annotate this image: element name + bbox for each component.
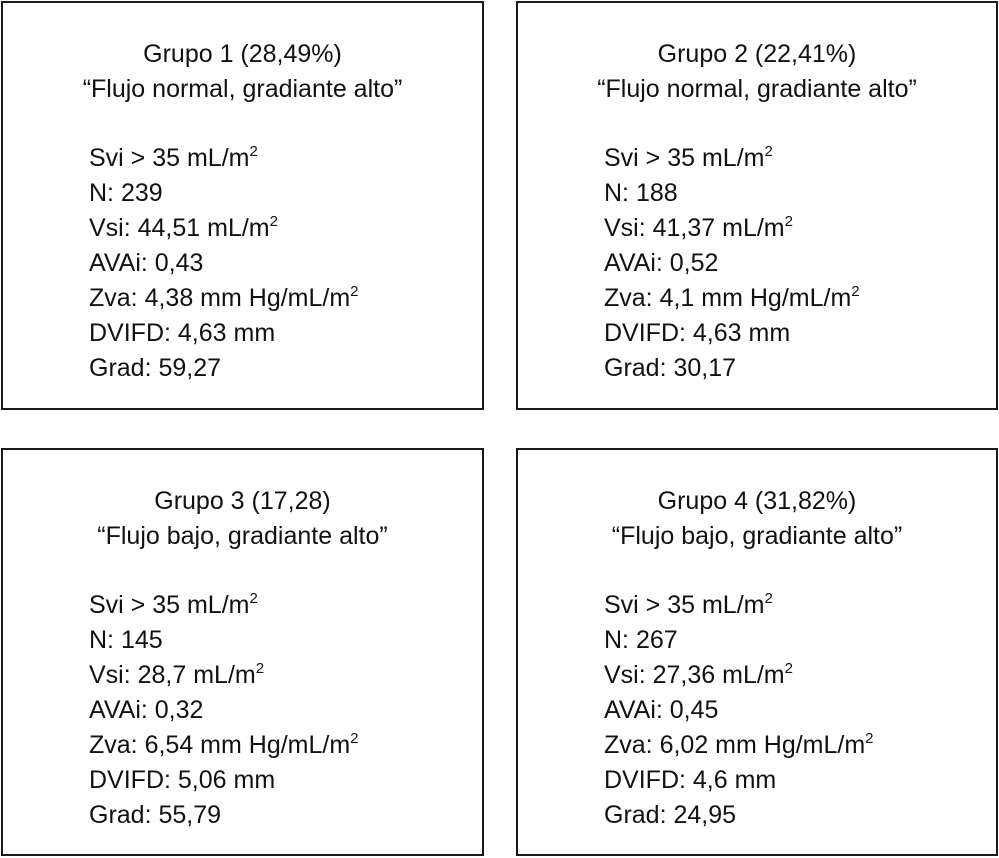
stat-n: N: 145 <box>89 626 163 654</box>
stat-n: N: 188 <box>604 179 678 207</box>
stat-svi <box>604 141 860 176</box>
group-subtitle: “Flujo normal, gradiante alto” <box>82 75 403 103</box>
superscript-2: 2 <box>249 143 258 160</box>
stat-vsi-text: Vsi: 27,36 mL/m <box>604 661 785 689</box>
stat-n: N: 267 <box>604 626 678 654</box>
stat-svi <box>89 588 359 623</box>
stat-svi <box>89 141 359 176</box>
superscript-2: 2 <box>764 590 773 607</box>
stat-zva <box>89 281 359 316</box>
group-subtitle: “Flujo normal, gradiante alto” <box>597 75 917 103</box>
stat-zva-text: Zva: 4,38 mm Hg/mL/m <box>89 284 351 312</box>
stat-zva <box>604 728 874 763</box>
group-stats <box>89 141 359 386</box>
stat-grad: Grad: 30,17 <box>604 354 737 382</box>
stat-grad: Grad: 24,95 <box>604 801 737 829</box>
stat-svi-text: Svi > 35 mL/m <box>604 144 765 172</box>
group-heading <box>518 37 996 107</box>
group-title: Grupo 4 (31,82%) <box>657 487 857 515</box>
superscript-2: 2 <box>764 143 773 160</box>
stat-dvifd: DVIFD: 4,63 mm <box>89 319 276 347</box>
superscript-2: 2 <box>784 213 793 230</box>
stat-zva-text: Zva: 6,02 mm Hg/mL/m <box>604 731 866 759</box>
stat-vsi-text: Vsi: 44,51 mL/m <box>89 214 270 242</box>
group-heading <box>3 484 482 554</box>
superscript-2: 2 <box>269 213 278 230</box>
superscript-2: 2 <box>784 660 793 677</box>
group-heading <box>3 37 482 107</box>
stat-vsi <box>604 658 874 693</box>
stat-grad: Grad: 55,79 <box>89 801 222 829</box>
superscript-2: 2 <box>865 730 874 747</box>
stat-vsi-text: Vsi: 41,37 mL/m <box>604 214 785 242</box>
stat-avai: AVAi: 0,43 <box>89 249 204 277</box>
stat-vsi <box>89 658 359 693</box>
stat-svi-text: Svi > 35 mL/m <box>89 591 250 619</box>
stat-zva <box>89 728 359 763</box>
stat-grad: Grad: 59,27 <box>89 354 222 382</box>
group-stats <box>604 588 874 833</box>
superscript-2: 2 <box>350 283 359 300</box>
stat-avai: AVAi: 0,32 <box>89 696 204 724</box>
stat-svi-text: Svi > 35 mL/m <box>89 144 250 172</box>
group-title: Grupo 1 (28,49%) <box>143 40 342 68</box>
superscript-2: 2 <box>249 590 258 607</box>
group-title: Grupo 3 (17,28) <box>154 487 331 515</box>
stat-dvifd: DVIFD: 4,63 mm <box>604 319 791 347</box>
group-box-4 <box>516 448 998 856</box>
group-title: Grupo 2 (22,41%) <box>657 40 857 68</box>
group-subtitle: “Flujo bajo, gradiante alto” <box>97 522 388 550</box>
superscript-2: 2 <box>350 730 359 747</box>
stat-vsi-text: Vsi: 28,7 mL/m <box>89 661 256 689</box>
stat-zva-text: Zva: 6,54 mm Hg/mL/m <box>89 731 351 759</box>
stat-svi <box>604 588 874 623</box>
group-box-1 <box>1 1 484 410</box>
stat-avai: AVAi: 0,52 <box>604 249 719 277</box>
stat-vsi <box>89 211 359 246</box>
stat-avai: AVAi: 0,45 <box>604 696 719 724</box>
group-box-2 <box>516 1 998 410</box>
group-stats <box>604 141 860 386</box>
stat-dvifd: DVIFD: 5,06 mm <box>89 766 276 794</box>
stat-n: N: 239 <box>89 179 163 207</box>
stat-vsi <box>604 211 860 246</box>
stat-svi-text: Svi > 35 mL/m <box>604 591 765 619</box>
group-heading <box>518 484 996 554</box>
group-stats <box>89 588 359 833</box>
stat-zva-text: Zva: 4,1 mm Hg/mL/m <box>604 284 852 312</box>
superscript-2: 2 <box>851 283 860 300</box>
group-subtitle: “Flujo bajo, gradiante alto” <box>611 522 903 550</box>
superscript-2: 2 <box>255 660 265 677</box>
stat-zva <box>604 281 860 316</box>
stat-dvifd: DVIFD: 4,6 mm <box>604 766 777 794</box>
group-box-3 <box>1 448 484 856</box>
